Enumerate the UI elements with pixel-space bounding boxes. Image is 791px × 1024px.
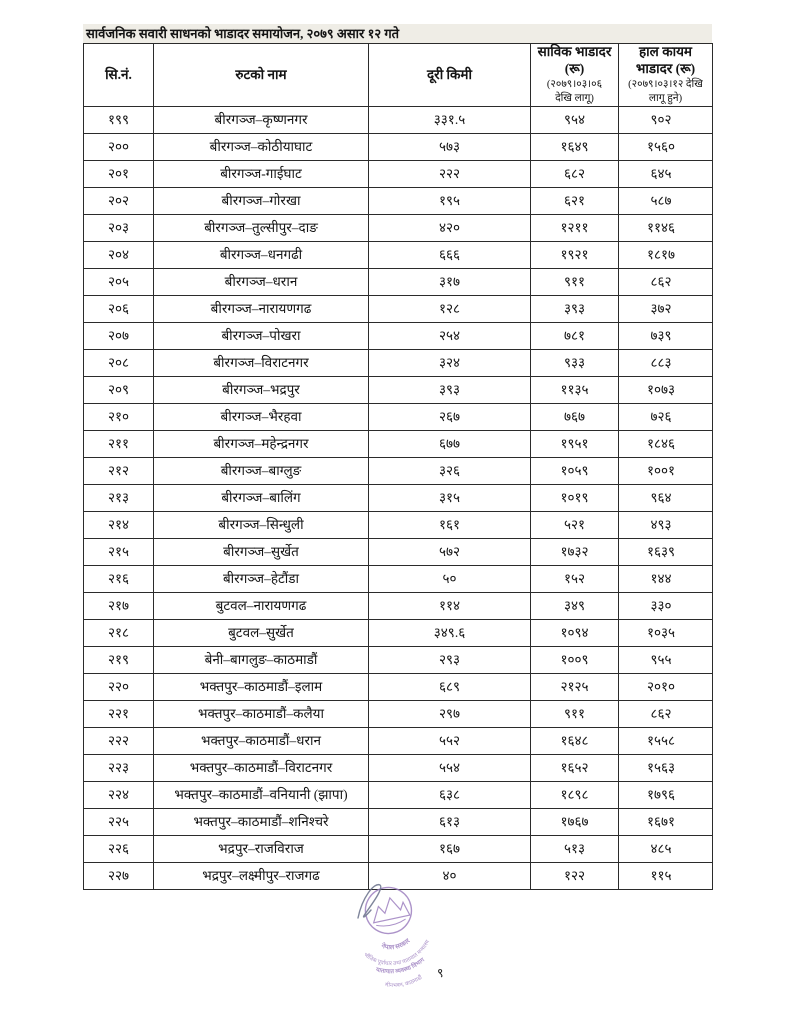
table-row (84, 674, 713, 701)
cell-new-fare: ८८३ (619, 350, 713, 377)
cell-old-fare: १०९४ (531, 620, 619, 647)
cell-serial: २१८ (84, 620, 154, 647)
cell-route: बेनी–बागलुङ–काठमाडौं (154, 647, 369, 674)
stamp-text-ministry: भौतिक पूर्वाधार तथा यातायात मन्त्रालय (362, 939, 432, 968)
table-row (84, 566, 713, 593)
cell-old-fare: १७३२ (531, 539, 619, 566)
cell-old-fare: २१२५ (531, 674, 619, 701)
cell-route: बीरगञ्ज–कोठीयाघाट (154, 134, 369, 161)
cell-serial: २०७ (84, 323, 154, 350)
cell-route: बीरगञ्ज–धनगढी (154, 242, 369, 269)
new-fare-effective-date: (२०७९।०३।१२ देखि (628, 79, 703, 91)
cell-new-fare: १००१ (619, 458, 713, 485)
cell-distance: ६३८ (369, 782, 531, 809)
fare-table-header (84, 44, 713, 107)
table-row (84, 269, 713, 296)
cell-new-fare: ११४६ (619, 215, 713, 242)
table-row (84, 512, 713, 539)
cell-serial: २२० (84, 674, 154, 701)
cell-new-fare: ५८७ (619, 188, 713, 215)
old-fare-effective-date: (२०७९।०३।०६ (546, 79, 603, 91)
cell-serial: २११ (84, 431, 154, 458)
cell-serial: २१६ (84, 566, 154, 593)
cell-distance: ४० (369, 863, 531, 890)
cell-old-fare: १२२ (531, 863, 619, 890)
cell-serial: २१३ (84, 485, 154, 512)
table-row (84, 728, 713, 755)
table-row (84, 134, 713, 161)
cell-new-fare: ७३९ (619, 323, 713, 350)
cell-old-fare: ६२१ (531, 188, 619, 215)
cell-route: बीरगञ्ज–गोरखा (154, 188, 369, 215)
cell-distance: ३१५ (369, 485, 531, 512)
stamp-text-department: यातायात व्यवस्था विभाग (375, 957, 426, 976)
cell-serial: २०२ (84, 188, 154, 215)
cell-distance: ३२४ (369, 350, 531, 377)
cell-old-fare: ३९३ (531, 296, 619, 323)
cell-route: बीरगञ्ज–हेटौंडा (154, 566, 369, 593)
cell-distance: ५७३ (369, 134, 531, 161)
cell-new-fare: ४८५ (619, 836, 713, 863)
cell-distance: ३३१.५ (369, 107, 531, 134)
table-row (84, 836, 713, 863)
cell-route: बीरगञ्ज–कृष्णनगर (154, 107, 369, 134)
cell-old-fare: ९११ (531, 269, 619, 296)
cell-new-fare: ८६२ (619, 269, 713, 296)
cell-old-fare: १५२ (531, 566, 619, 593)
table-row (84, 539, 713, 566)
col-header-old-fare (531, 44, 619, 107)
cell-distance: ६१३ (369, 809, 531, 836)
old-fare-unit: (रू) (564, 61, 585, 77)
cell-serial: २२२ (84, 728, 154, 755)
cell-old-fare: ५२१ (531, 512, 619, 539)
cell-route: बुटवल–नारायणगढ (154, 593, 369, 620)
cell-new-fare: ९६४ (619, 485, 713, 512)
svg-text:नेपाल सरकार (378, 935, 413, 954)
cell-old-fare: ३४९ (531, 593, 619, 620)
cell-serial: २१९ (84, 647, 154, 674)
cell-old-fare: ११३५ (531, 377, 619, 404)
new-fare-effective-note: लागू हुने) (648, 92, 683, 104)
cell-serial: २१२ (84, 458, 154, 485)
cell-route: बीरगञ्ज–सिन्धुली (154, 512, 369, 539)
cell-serial: २१० (84, 404, 154, 431)
table-row (84, 809, 713, 836)
table-row (84, 620, 713, 647)
cell-distance: ६६६ (369, 242, 531, 269)
cell-distance: ४२० (369, 215, 531, 242)
cell-route: भक्तपुर–काठमाडौं–विराटनगर (154, 755, 369, 782)
cell-route: भक्तपुर–काठमाडौं–धरान (154, 728, 369, 755)
cell-serial: २०४ (84, 242, 154, 269)
stamp-emblem-base (376, 919, 406, 928)
cell-distance: ५० (369, 566, 531, 593)
cell-new-fare: ४९३ (619, 512, 713, 539)
cell-distance: ५७२ (369, 539, 531, 566)
cell-new-fare: ६४५ (619, 161, 713, 188)
cell-route: बीरगञ्ज–बालिंग (154, 485, 369, 512)
cell-distance: १६१ (369, 512, 531, 539)
table-row (84, 377, 713, 404)
col-header-new-fare (619, 44, 713, 107)
cell-route: बीरगञ्ज–भैरहवा (154, 404, 369, 431)
new-fare-title: हाल कायम (639, 44, 692, 60)
cell-new-fare: १८१७ (619, 242, 713, 269)
cell-route: बीरगञ्ज–सुर्खेत (154, 539, 369, 566)
cell-new-fare: ८६२ (619, 701, 713, 728)
cell-route: भद्रपुर–राजविराज (154, 836, 369, 863)
stamp-text-government: नेपाल सरकार (380, 937, 412, 952)
cell-old-fare: ५१३ (531, 836, 619, 863)
cell-old-fare: १९२१ (531, 242, 619, 269)
table-row (84, 161, 713, 188)
cell-new-fare: ९५५ (619, 647, 713, 674)
cell-old-fare: ९३३ (531, 350, 619, 377)
cell-new-fare: १४४ (619, 566, 713, 593)
cell-new-fare: १७९६ (619, 782, 713, 809)
cell-serial: २०८ (84, 350, 154, 377)
cell-serial: २०५ (84, 269, 154, 296)
cell-old-fare: १६५२ (531, 755, 619, 782)
cell-serial: २०३ (84, 215, 154, 242)
cell-distance: ६७७ (369, 431, 531, 458)
cell-new-fare: १६३९ (619, 539, 713, 566)
cell-new-fare: ११५ (619, 863, 713, 890)
cell-new-fare: १५५८ (619, 728, 713, 755)
cell-new-fare: ३३० (619, 593, 713, 620)
cell-serial: २०० (84, 134, 154, 161)
cell-route: बीरगञ्ज–नारायणगढ (154, 296, 369, 323)
old-fare-title: साविक भाडादर (537, 44, 612, 60)
col-header-serial: सि.नं. (84, 44, 154, 107)
cell-route: भक्तपुर–काठमाडौं–कलैया (154, 701, 369, 728)
cell-old-fare: ९११ (531, 701, 619, 728)
cell-distance: ३४९.६ (369, 620, 531, 647)
cell-distance: २५४ (369, 323, 531, 350)
cell-new-fare: १०३५ (619, 620, 713, 647)
cell-distance: १६७ (369, 836, 531, 863)
cell-distance: ५५२ (369, 728, 531, 755)
cell-serial: २२१ (84, 701, 154, 728)
cell-route: बीरगञ्ज–पोखरा (154, 323, 369, 350)
cell-serial: २१४ (84, 512, 154, 539)
table-row (84, 755, 713, 782)
fare-table (83, 43, 713, 890)
cell-old-fare: १०५९ (531, 458, 619, 485)
table-row (84, 242, 713, 269)
cell-distance: २९३ (369, 647, 531, 674)
cell-route: भक्तपुर–काठमाडौं–शनिश्चरे (154, 809, 369, 836)
cell-route: बीरगञ्ज–महेन्द्रनगर (154, 431, 369, 458)
cell-route: बीरगञ्ज–विराटनगर (154, 350, 369, 377)
table-row (84, 107, 713, 134)
col-header-route: रुटको नाम (154, 44, 369, 107)
cell-old-fare: ७६७ (531, 404, 619, 431)
table-row (84, 701, 713, 728)
stamp-text-address: मीनभवन, काठमाडौं (384, 974, 424, 989)
cell-new-fare: ७२६ (619, 404, 713, 431)
cell-distance: ३२६ (369, 458, 531, 485)
cell-old-fare: १०१९ (531, 485, 619, 512)
cell-old-fare: १७६७ (531, 809, 619, 836)
cell-distance: ५५४ (369, 755, 531, 782)
cell-route: भक्तपुर–काठमाडौं–इलाम (154, 674, 369, 701)
table-row (84, 458, 713, 485)
cell-distance: १२८ (369, 296, 531, 323)
cell-old-fare: १६४९ (531, 134, 619, 161)
cell-route: बीरगञ्ज-गाईघाट (154, 161, 369, 188)
cell-old-fare: १८९८ (531, 782, 619, 809)
cell-route: भक्तपुर–काठमाडौं–वनियानी (झापा) (154, 782, 369, 809)
cell-old-fare: १००९ (531, 647, 619, 674)
cell-new-fare: २०१० (619, 674, 713, 701)
table-row (84, 647, 713, 674)
stamp-seal (349, 881, 440, 996)
cell-distance: २२२ (369, 161, 531, 188)
cell-distance: ३१७ (369, 269, 531, 296)
cell-route: बुटवल–सुर्खेत (154, 620, 369, 647)
cell-serial: २०६ (84, 296, 154, 323)
header-row (84, 44, 713, 107)
table-row (84, 215, 713, 242)
svg-text:भौतिक पूर्वाधार तथा यातायात मन (361, 937, 435, 974)
cell-route: भद्रपुर–लक्ष्मीपुर–राजगढ (154, 863, 369, 890)
table-row (84, 485, 713, 512)
cell-serial: २१५ (84, 539, 154, 566)
cell-serial: २०१ (84, 161, 154, 188)
cell-distance: १९५ (369, 188, 531, 215)
cell-serial: २१७ (84, 593, 154, 620)
table-row (84, 593, 713, 620)
cell-distance: २९७ (369, 701, 531, 728)
table-row (84, 782, 713, 809)
col-header-distance: दूरी किमी (369, 44, 531, 107)
table-row (84, 296, 713, 323)
cell-route: बीरगञ्ज–भद्रपुर (154, 377, 369, 404)
table-row (84, 431, 713, 458)
cell-route: बीरगञ्ज–बाग्लुङ (154, 458, 369, 485)
cell-serial: २०९ (84, 377, 154, 404)
cell-old-fare: ९५४ (531, 107, 619, 134)
cell-new-fare: १८४६ (619, 431, 713, 458)
cell-serial: २२५ (84, 809, 154, 836)
cell-distance: ११४ (369, 593, 531, 620)
cell-distance: २६७ (369, 404, 531, 431)
cell-old-fare: ६८२ (531, 161, 619, 188)
cell-old-fare: १२११ (531, 215, 619, 242)
cell-distance: ३९३ (369, 377, 531, 404)
document-title: सार्वजनिक सवारी साधनको भाडादर समायोजन, २०७९ असार १२ गते (83, 24, 712, 43)
cell-old-fare: १९५१ (531, 431, 619, 458)
cell-old-fare: ७८१ (531, 323, 619, 350)
cell-old-fare: १६४८ (531, 728, 619, 755)
cell-route: बीरगञ्ज–धरान (154, 269, 369, 296)
table-row (84, 350, 713, 377)
cell-serial: २२३ (84, 755, 154, 782)
cell-serial: २२४ (84, 782, 154, 809)
cell-new-fare: ३७२ (619, 296, 713, 323)
cell-serial: २२६ (84, 836, 154, 863)
table-row (84, 323, 713, 350)
cell-route: बीरगञ्ज–तुल्सीपुर–दाङ (154, 215, 369, 242)
official-stamp (318, 872, 478, 997)
new-fare-unit: भाडादर (रू) (635, 61, 696, 77)
cell-serial: १९९ (84, 107, 154, 134)
table-row (84, 404, 713, 431)
cell-new-fare: १५६० (619, 134, 713, 161)
table-row (84, 188, 713, 215)
old-fare-effective-note: देखि लागू) (555, 92, 594, 104)
cell-new-fare: १५६३ (619, 755, 713, 782)
page-number: ९ (437, 966, 444, 980)
fare-table-body (84, 107, 713, 890)
cell-serial: २२७ (84, 863, 154, 890)
cell-new-fare: १०७३ (619, 377, 713, 404)
cell-new-fare: १६७१ (619, 809, 713, 836)
cell-distance: ६८९ (369, 674, 531, 701)
cell-new-fare: ९०२ (619, 107, 713, 134)
